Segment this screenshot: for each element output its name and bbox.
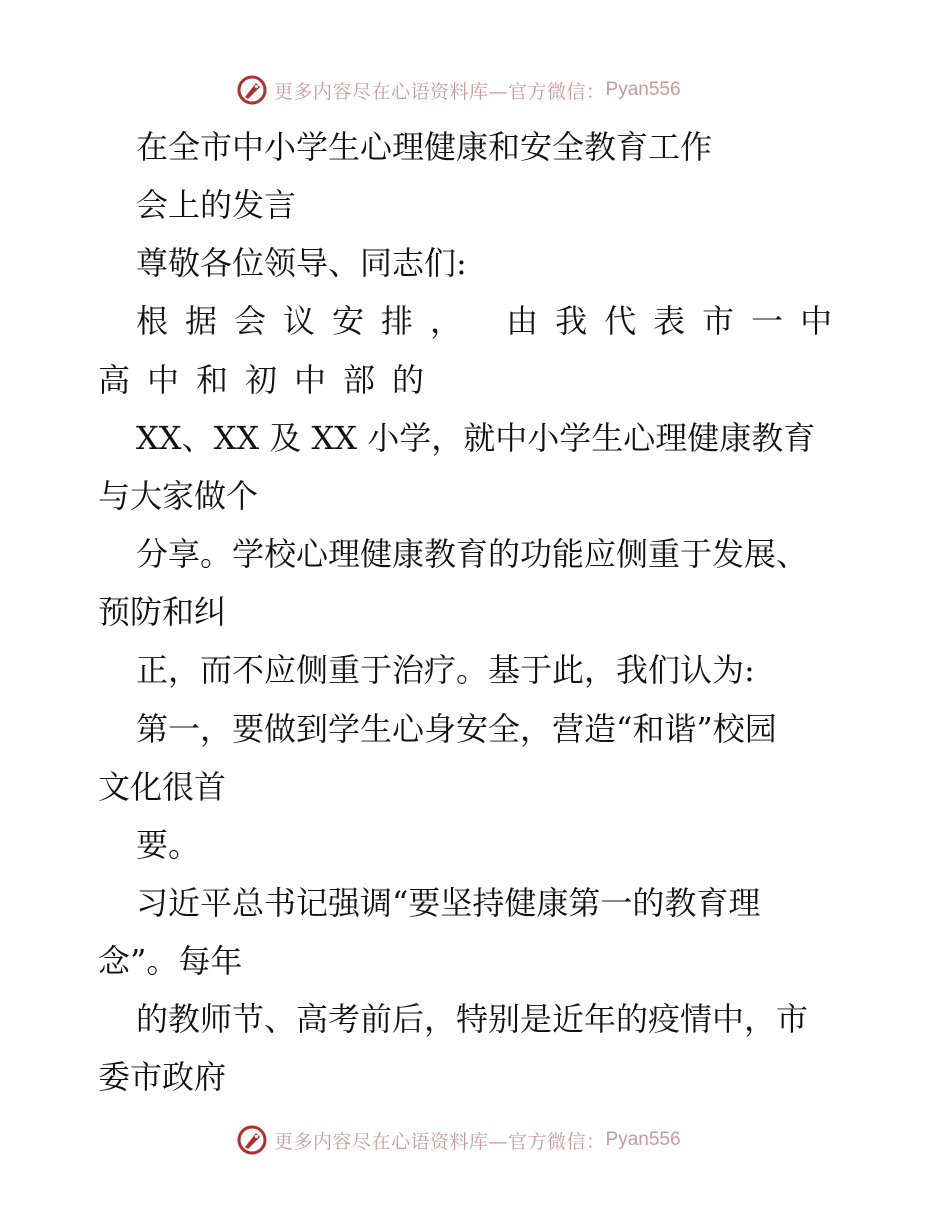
- paragraph-line: 文化很首: [98, 768, 227, 806]
- paragraph-line: 习近平总书记强调“要坚持健康第一的教育理: [136, 884, 761, 922]
- paragraph-line: 正，而不应侧重于治疗。基于此，我们认为:: [136, 651, 755, 689]
- footer-banner-content: [236, 1120, 681, 1160]
- paragraph-line: XX、XX 及 XX 小学，就中小学生心理健康教育: [136, 419, 816, 457]
- paragraph-line: 分享。学校心理健康教育的功能应侧重于发展、: [136, 535, 809, 573]
- paragraph-line: 念”。每年: [98, 942, 243, 980]
- header-banner-text: 更多内容尽在心语资料库—官方微信：: [274, 80, 606, 103]
- footer-banner: [0, 1120, 950, 1160]
- paragraph-line: 的教师节、高考前后，特别是近年的疫情中，市: [136, 1000, 809, 1038]
- paragraph-line: 要。: [136, 826, 201, 864]
- footer-banner-text: 更多内容尽在心语资料库—官方微信：: [274, 1130, 606, 1153]
- paragraph-line: 根据会议安排， 由我代表市一中: [136, 302, 850, 340]
- header-banner: [0, 70, 950, 110]
- paragraph-line: 第一，要做到学生心身安全，营造“和谐”校园: [136, 710, 777, 748]
- paragraph-line: 高中和初中部的: [98, 361, 442, 399]
- document-title-line-1: 在全市中小学生心理健康和安全教育工作: [136, 128, 713, 166]
- paragraph-line: 预防和纠: [98, 593, 227, 631]
- salutation: 尊敬各位领导、同志们:: [136, 244, 467, 282]
- pen-nib-logo-icon: [236, 1124, 268, 1156]
- pen-nib-logo-icon: [236, 74, 268, 106]
- paragraph-line: 与大家做个: [98, 477, 259, 515]
- header-banner-id: Pyan556: [605, 79, 681, 100]
- footer-banner-id: Pyan556: [605, 1129, 681, 1150]
- paragraph-line: 委市政府: [98, 1058, 227, 1096]
- document-title-line-2: 会上的发言: [136, 186, 297, 224]
- header-banner-content: [236, 70, 681, 110]
